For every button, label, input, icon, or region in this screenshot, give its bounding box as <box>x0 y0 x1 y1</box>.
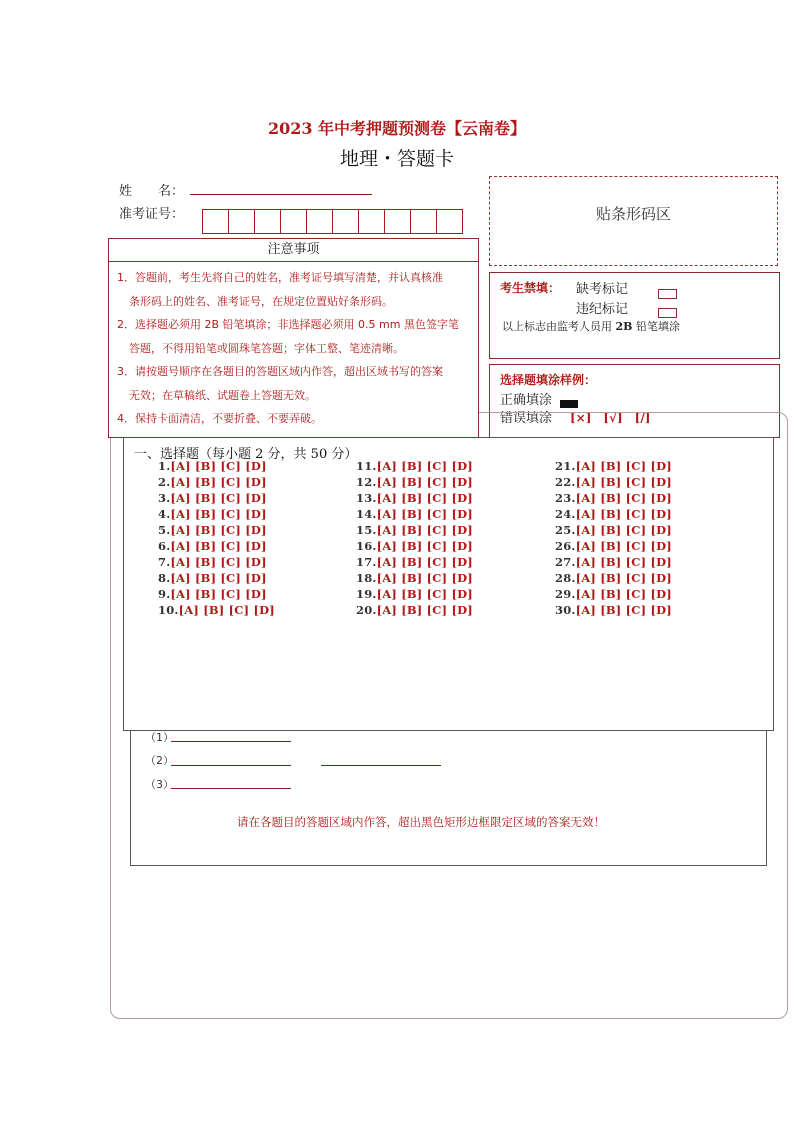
area-warning: 请在各题目的答题区域内作答，超出黑色矩形边框限定区域的答案无效！ <box>237 815 605 829</box>
mc-answer-options[interactable]: [A] [B] [C] [D] <box>575 555 672 569</box>
mc-question-number: 15. <box>356 523 377 537</box>
correct-label: 正确填涂 <box>500 393 553 408</box>
mc-question-row[interactable] <box>555 539 672 553</box>
mc-question-number: 19. <box>356 587 377 601</box>
notice-text: 2．选择题必须用 2B 铅笔填涂；非选择题必须用 0.5 mm 黑色签字笔 <box>117 318 459 331</box>
mc-question-number: 5. <box>158 523 171 537</box>
mc-answer-options[interactable]: [A] [B] [C] [D] <box>376 459 473 473</box>
mc-question-row[interactable] <box>158 459 267 473</box>
id-digit-box[interactable] <box>410 209 437 234</box>
mc-question-number: 7. <box>158 555 171 569</box>
mc-question-row[interactable] <box>555 459 672 473</box>
notice-text: 1．答题前，考生先将自己的姓名，准考证号填写清楚，并认真核准 <box>117 271 443 284</box>
mc-answer-options[interactable]: [A] [B] [C] [D] <box>376 523 473 537</box>
mc-answer-options[interactable]: [A] [B] [C] [D] <box>170 491 267 505</box>
mc-question-number: 4. <box>158 507 171 521</box>
marks-note-pencil: 2B <box>615 320 633 333</box>
mc-question-row[interactable] <box>356 555 473 569</box>
mc-answer-options[interactable]: [A] [B] [C] [D] <box>575 539 672 553</box>
mc-question-number: 30. <box>555 603 576 617</box>
mc-question-row[interactable] <box>158 587 267 601</box>
mc-question-number: 14. <box>356 507 377 521</box>
multiple-choice-section <box>123 437 774 731</box>
mc-question-row[interactable] <box>158 491 267 505</box>
mc-question-number: 9. <box>158 587 171 601</box>
mc-answer-options[interactable]: [A] [B] [C] [D] <box>170 523 267 537</box>
mc-question-number: 27. <box>555 555 576 569</box>
mc-answer-options[interactable]: [A] [B] [C] [D] <box>575 523 672 537</box>
mc-question-row[interactable] <box>356 587 473 601</box>
mc-question-row[interactable] <box>356 539 473 553</box>
mc-question-row[interactable] <box>356 603 473 617</box>
mc-question-number: 2. <box>158 475 171 489</box>
mc-question-number: 29. <box>555 587 576 601</box>
notice-heading: 注意事项 <box>109 239 478 262</box>
sample-heading: 选择题填涂样例： <box>500 373 597 387</box>
absent-mark-box[interactable] <box>658 289 677 299</box>
mc-heading: 一、选择题（每小题 2 分，共 50 分） <box>134 447 358 462</box>
fill-q-number: （2） <box>145 754 174 767</box>
marks-note <box>502 318 680 334</box>
mc-question-number: 20. <box>356 603 377 617</box>
fill-q-number: （3） <box>145 778 174 791</box>
mc-question-row[interactable] <box>555 523 672 537</box>
mc-answer-options[interactable]: [A] [B] [C] [D] <box>178 603 275 617</box>
exam-title: 2023 年中考押题预测卷【云南卷】 <box>267 119 527 138</box>
id-label: 准考证号： <box>119 207 185 222</box>
notice-text: 条形码上的姓名、准考证号，在规定位置贴好条形码。 <box>129 294 393 308</box>
violation-mark-box[interactable] <box>658 308 677 318</box>
fill-q-number: （1） <box>145 731 174 744</box>
notice-item <box>109 360 478 407</box>
marks-note-text: 铅笔填涂 <box>635 320 680 333</box>
fill-in-section <box>130 728 767 866</box>
id-digit-box[interactable] <box>332 209 359 234</box>
mc-answer-options[interactable]: [A] [B] [C] [D] <box>575 491 672 505</box>
mc-question-number: 25. <box>555 523 576 537</box>
notice-item <box>109 266 478 313</box>
mc-answer-options[interactable]: [A] [B] [C] [D] <box>376 539 473 553</box>
invigilator-marks-box <box>489 272 780 359</box>
mc-question-row[interactable] <box>555 555 672 569</box>
mc-answer-options[interactable]: [A] [B] [C] [D] <box>170 475 267 489</box>
answer-line[interactable] <box>171 764 291 766</box>
mc-answer-options[interactable]: [A] [B] [C] [D] <box>170 507 267 521</box>
mc-answer-options[interactable]: [A] [B] [C] [D] <box>170 571 267 585</box>
mc-answer-options[interactable]: [A] [B] [C] [D] <box>575 459 672 473</box>
mc-question-row[interactable] <box>356 571 473 585</box>
mc-answer-options[interactable]: [A] [B] [C] [D] <box>376 603 473 617</box>
mc-answer-options[interactable]: [A] [B] [C] [D] <box>575 587 672 601</box>
id-number-boxes[interactable] <box>203 209 463 234</box>
name-input-line[interactable] <box>190 193 372 195</box>
mc-question-number: 18. <box>356 571 377 585</box>
mc-answer-options[interactable]: [A] [B] [C] [D] <box>376 555 473 569</box>
mc-answer-options[interactable]: [A] [B] [C] [D] <box>376 587 473 601</box>
mc-question-row[interactable] <box>158 555 267 569</box>
violation-label: 违纪标记 <box>576 302 629 317</box>
mc-question-number: 22. <box>555 475 576 489</box>
id-digit-box[interactable] <box>358 209 385 234</box>
mc-question-number: 11. <box>356 459 377 473</box>
mc-answer-options[interactable]: [A] [B] [C] [D] <box>575 571 672 585</box>
mc-question-number: 3. <box>158 491 171 505</box>
mc-answer-options[interactable]: [A] [B] [C] [D] <box>376 571 473 585</box>
id-digit-box[interactable] <box>436 209 463 234</box>
notice-text: 答题，不得用铅笔或圆珠笔答题；字体工整、笔迹清晰。 <box>129 341 404 355</box>
mc-question-number: 24. <box>555 507 576 521</box>
mc-answer-options[interactable]: [A] [B] [C] [D] <box>575 507 672 521</box>
mc-answer-options[interactable]: [A] [B] [C] [D] <box>575 475 672 489</box>
mc-question-row[interactable] <box>158 523 267 537</box>
mc-question-row[interactable] <box>356 507 473 521</box>
mc-question-number: 21. <box>555 459 576 473</box>
mc-question-row[interactable] <box>158 539 267 553</box>
mc-question-number: 28. <box>555 571 576 585</box>
mc-question-row[interactable] <box>356 459 473 473</box>
mc-question-row[interactable] <box>158 507 267 521</box>
absent-label: 缺考标记 <box>576 282 629 297</box>
mc-question-number: 1. <box>158 459 171 473</box>
mc-answer-options[interactable]: [A] [B] [C] [D] <box>170 539 267 553</box>
mc-question-row[interactable] <box>158 475 267 489</box>
barcode-area <box>489 176 778 266</box>
mc-question-number: 17. <box>356 555 377 569</box>
mc-question-number: 26. <box>555 539 576 553</box>
id-digit-box[interactable] <box>280 209 307 234</box>
mc-question-row[interactable] <box>555 475 672 489</box>
wrong-fill-samples: [×] [√] [/] <box>570 411 651 425</box>
mc-question-row[interactable] <box>555 507 672 521</box>
mc-question-row[interactable] <box>555 491 672 505</box>
marks-label: 考生禁填： <box>500 281 561 295</box>
notice-text: 无效；在草稿纸、试题卷上答题无效。 <box>129 388 316 402</box>
mc-answer-options[interactable]: [A] [B] [C] [D] <box>376 491 473 505</box>
mc-question-number: 6. <box>158 539 171 553</box>
answer-line[interactable] <box>171 740 291 742</box>
mc-question-number: 12. <box>356 475 377 489</box>
mc-answer-options[interactable]: [A] [B] [C] [D] <box>376 507 473 521</box>
barcode-label: 贴条形码区 <box>595 205 671 223</box>
mc-answer-options[interactable]: [A] [B] [C] [D] <box>575 603 672 617</box>
id-digit-box[interactable] <box>254 209 281 234</box>
mc-question-number: 13. <box>356 491 377 505</box>
correct-fill-sample <box>560 400 578 408</box>
notice-text: 3．请按题号顺序在各题目的答题区域内作答，超出区域书写的答案 <box>117 365 443 378</box>
marks-note-text: 以上标志由监考人员用 <box>502 320 612 333</box>
answer-line[interactable] <box>321 764 441 766</box>
mc-question-row[interactable] <box>158 603 275 617</box>
mc-question-number: 23. <box>555 491 576 505</box>
mc-question-row[interactable] <box>356 491 473 505</box>
mc-question-row[interactable] <box>158 571 267 585</box>
mc-question-number: 10. <box>158 603 179 617</box>
answer-line[interactable] <box>171 787 291 789</box>
id-digit-box[interactable] <box>306 209 333 234</box>
notice-item <box>109 313 478 360</box>
mc-question-row[interactable] <box>555 603 672 617</box>
name-label: 姓 名： <box>119 184 185 199</box>
mc-question-row[interactable] <box>356 475 473 489</box>
mc-answer-options[interactable]: [A] [B] [C] [D] <box>376 475 473 489</box>
id-digit-box[interactable] <box>228 209 255 234</box>
id-digit-box[interactable] <box>384 209 411 234</box>
notice-text: 4．保持卡面清洁，不要折叠、不要弄破。 <box>117 412 322 425</box>
notice-box <box>108 238 479 438</box>
mc-question-number: 16. <box>356 539 377 553</box>
mc-question-number: 8. <box>158 571 171 585</box>
wrong-label: 错误填涂 <box>500 411 553 426</box>
notice-item <box>109 407 478 431</box>
exam-subtitle: 地理・答题卡 <box>339 148 454 170</box>
mc-answer-options[interactable]: [A] [B] [C] [D] <box>170 587 267 601</box>
id-digit-box[interactable] <box>202 209 229 234</box>
mc-answer-options[interactable]: [A] [B] [C] [D] <box>170 555 267 569</box>
mc-question-row[interactable] <box>555 571 672 585</box>
mc-question-row[interactable] <box>555 587 672 601</box>
mc-answer-options[interactable]: [A] [B] [C] [D] <box>170 459 267 473</box>
mc-question-row[interactable] <box>356 523 473 537</box>
